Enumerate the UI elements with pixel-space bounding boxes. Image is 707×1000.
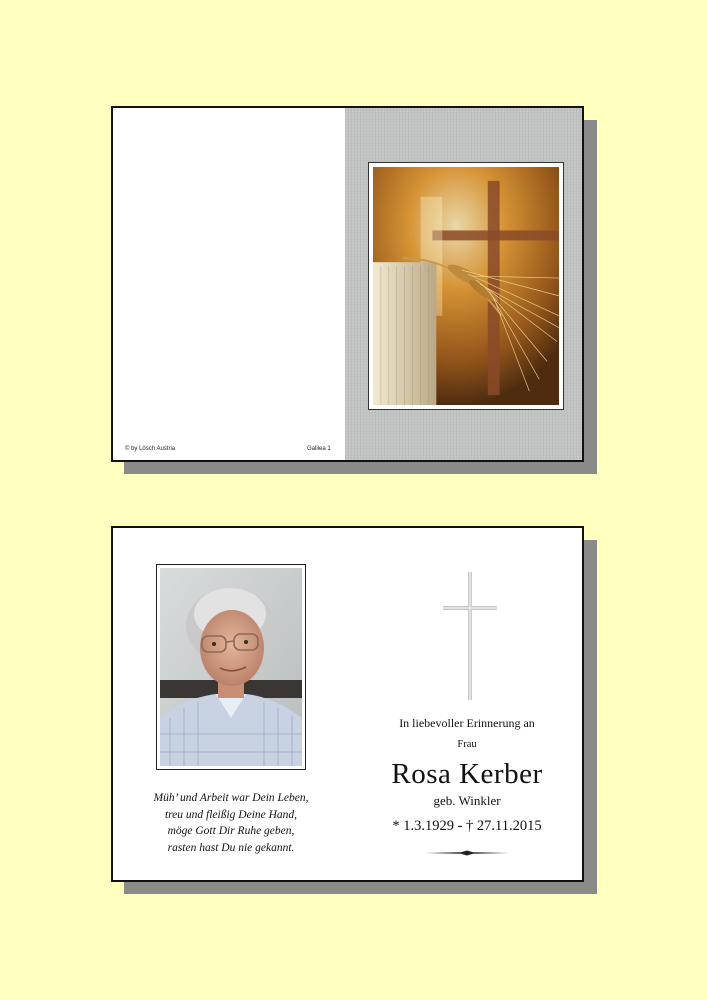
wheat-ear-book-cross-image: [373, 167, 559, 405]
inside-card: [111, 526, 584, 882]
memory-text: In liebevoller Erinnerung an: [399, 716, 535, 730]
front-card-right-panel: [345, 108, 582, 460]
deceased-name: Rosa Kerber: [391, 758, 543, 790]
poem-line: Müh’ und Arbeit war Dein Leben,: [153, 792, 309, 804]
salutation: Frau: [457, 739, 477, 750]
cross-icon: [443, 572, 497, 700]
front-card: [111, 106, 584, 462]
poem-line: möge Gott Dir Ruhe geben,: [167, 825, 295, 837]
birth-name: geb. Winkler: [433, 793, 501, 808]
portrait-photo: [156, 564, 306, 770]
poem-line: rasten hast Du nie gekannt.: [167, 841, 295, 854]
life-dates: * 1.3.1929 - † 27.11.2015: [392, 818, 542, 834]
copyright-text: © by Lösch Austria: [125, 446, 176, 452]
wheat-cross-picture: [368, 162, 564, 410]
model-name: Galilea 1: [307, 446, 331, 452]
front-card-left-panel: [113, 108, 345, 460]
poem-line: treu und fleißig Deine Hand,: [164, 808, 298, 821]
memorial-poem: [123, 790, 339, 856]
ornament-divider-icon: [425, 850, 509, 856]
elderly-woman-portrait: [160, 568, 302, 766]
